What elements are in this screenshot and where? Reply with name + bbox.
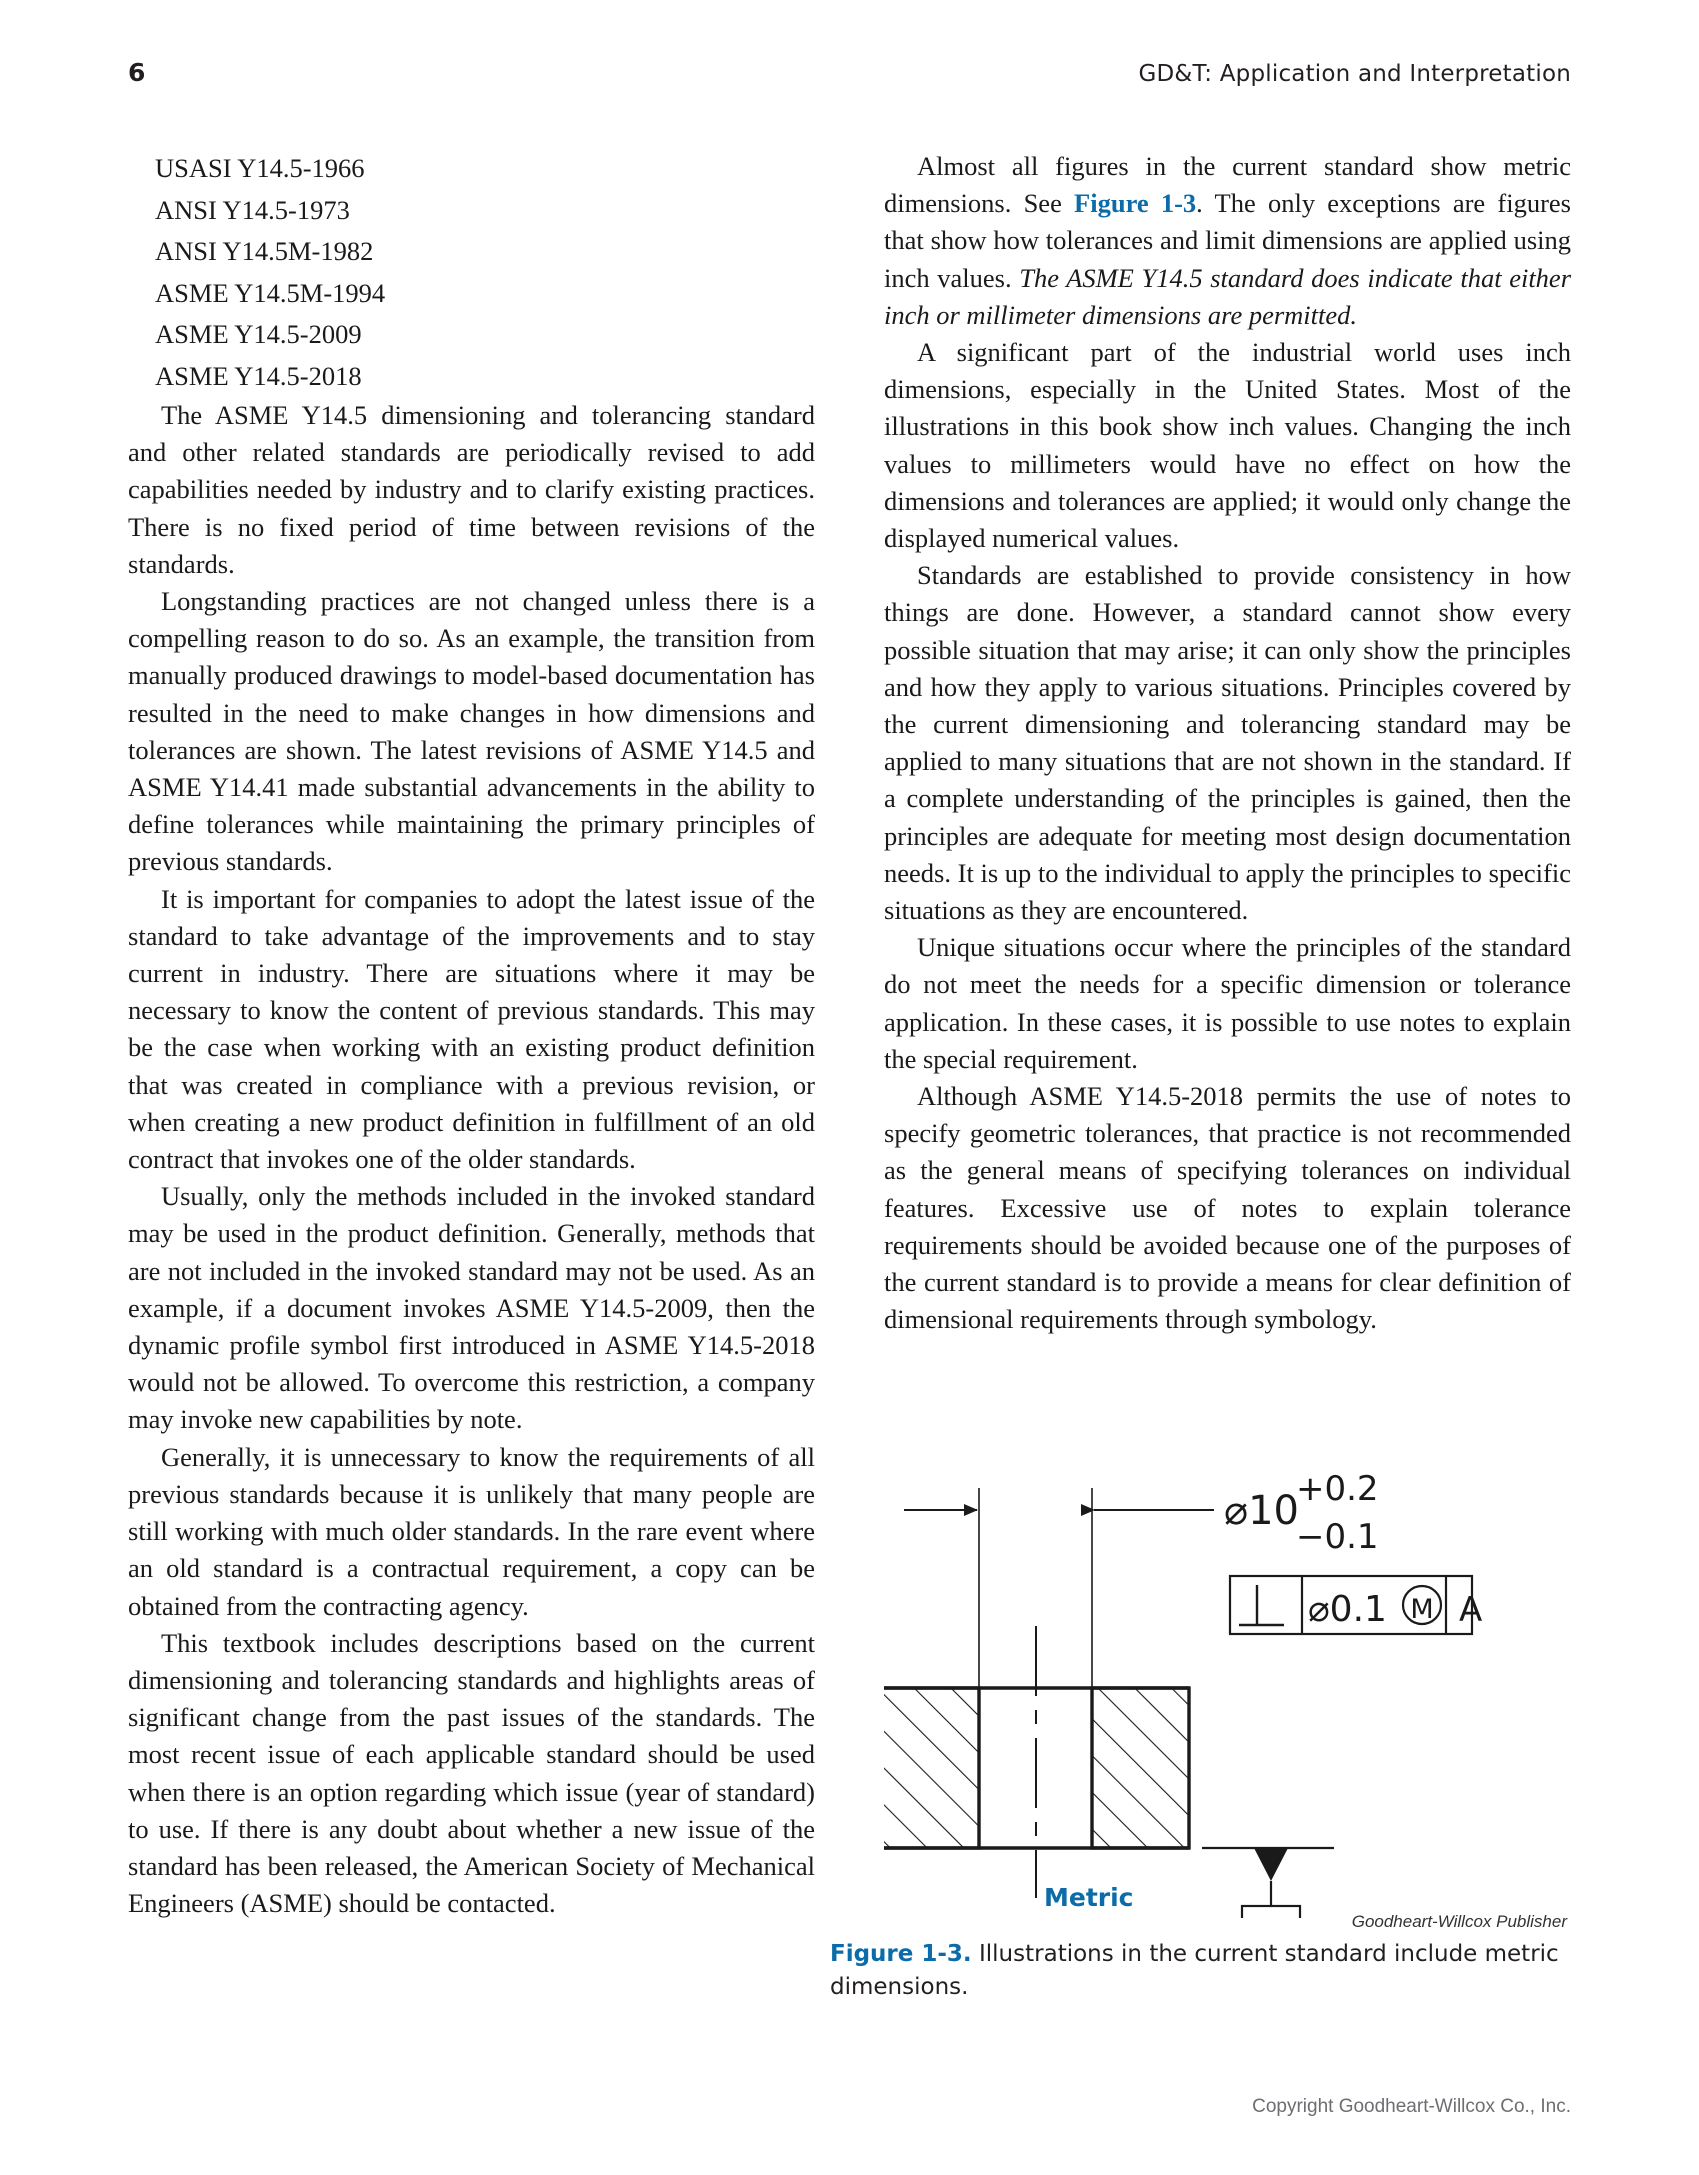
- figure-caption: [830, 1938, 1570, 2004]
- paragraph: Longstanding practices are not changed unless there is a compelling reason to do so. As an example, the transition from manually produced drawings to model-based documentation has resulted in the need to make changes in how dimensions and tolerances are shown. The latest revisions of ASME Y14.5 and ASME Y14.41 made substantial advancements in the ability to define tolerances while maintaining the primary principles of previous standards.: [128, 586, 815, 877]
- paragraph: Usually, only the methods included in the invoked standard may be used in the product definition. Generally, methods that are not included in the invoked standard may not be used. As an example, if a document invokes ASME Y14.5-2009, then the dynamic profile symbol first introduced in ASME Y14.5-2018 would not be allowed. To overcome this restriction, a company may invoke new capabilities by note.: [128, 1181, 815, 1435]
- datum-label-text: [1259, 1915, 1282, 1918]
- figure-caption-number: Figure 1-3.: [830, 1941, 972, 1967]
- paragraph: Unique situations occur where the principles of the standard do not meet the needs for a specific dimension or tolerance application. In these cases, it is possible to use notes to explain the special requirement.: [884, 932, 1571, 1074]
- hatched-block-right: [1092, 1688, 1189, 1848]
- left-column: [128, 148, 815, 1922]
- technical-drawing: [884, 1438, 1571, 1918]
- upper-tolerance-text: +0.2: [1296, 1469, 1379, 1509]
- paragraph: Standards are established to provide consistency in how things are done. However, a standard cannot show every possible situation that may arise; it can only show the principles and how they apply to various situations. Principles covered by the current dimensioning and tolerancing standard may be applied to many situations that are not shown in the standard. If a complete understanding of the principles is gained, then the principles are adequate for meeting most design documentation needs. It is up to the individual to apply the principles to specific situations as they are encountered.: [884, 560, 1571, 926]
- paragraph: The ASME Y14.5 dimensioning and tolerancing standard and other related standards are periodically revised to add capabilities needed by industry and to clarify existing practices. There is no fixed period of time between revisions of the standards.: [128, 400, 815, 579]
- list-item: ANSI Y14.5-1973: [155, 194, 350, 225]
- feature-control-frame: [1230, 1576, 1482, 1634]
- paragraph: It is important for companies to adopt the latest issue of the standard to take advantage of the improvements and to stay current in industry. There are situations where it may be necessary to know the content of previous standards. This may be the case when working with an existing product definition that was created in compliance with a previous revision, or when creating a new product definition in fulfillment of an old contract that invokes one of the older standards.: [128, 883, 815, 1175]
- paragraph: Generally, it is unnecessary to know the requirements of all previous standards because it is unlikely that many people are still working with much older standards. In the rare event where an old standard is a contractual requirement, a copy can be obtained from the contracting agency.: [128, 1441, 815, 1621]
- figure-cross-reference-link[interactable]: Figure 1-3: [1074, 188, 1197, 219]
- paragraph: This textbook includes descriptions based on the current dimensioning and tolerancing standards and highlights areas of significant change from the past issues of the standards. The most recent issue of each applicable standard should be used when there is an option regarding which issue (year of standard) to use. If there is any doubt about whether a new issue of the standard has been released, the American Society of Mechanical Engineers (ASME) should be contacted.: [128, 1627, 815, 1919]
- paragraph-text-b: . The only exceptions are figures that show how tolerances and limit dimensions are applied using inch values.: [884, 188, 1571, 293]
- footer-copyright: Copyright Goodheart-Willcox Co., Inc.: [1252, 2096, 1571, 2117]
- paragraph-text-italic: The ASME Y14.5 standard does indicate that either inch or millimeter dimensions are permitted.: [884, 262, 1572, 330]
- figure-caption-text: Illustrations in the current standard include metric dimensions.: [830, 1941, 1559, 2000]
- paragraph-with-figure-link: [884, 148, 1571, 334]
- datum-feature-symbol: [1202, 1848, 1334, 1918]
- paragraph: A significant part of the industrial world uses inch dimensions, especially in the United States. Most of the illustrations in this book show inch values. Changing the inch values to millimeters would have no effect on how the dimensions and tolerances are applied; it would only change the displayed numerical values.: [884, 337, 1571, 554]
- standards-list: [128, 148, 815, 397]
- tolerance-value-text: ⌀0.1: [1308, 1589, 1387, 1630]
- running-head-title: GD&T: Application and Interpretation: [1138, 61, 1571, 87]
- mmc-modifier-symbol: [1403, 1586, 1441, 1625]
- list-item: USASI Y14.5-1966: [155, 153, 365, 183]
- mmc-letter: M: [1410, 1594, 1434, 1625]
- paragraph: Although ASME Y14.5-2018 permits the use of notes to specify geometric tolerances, that practice is not recommended as the general means of specifying tolerances on individual features. Excessive use of notes to explain tolerance requirements should be avoided because one of the purposes of the current standard is to provide a means for clear definition of dimensional requirements through symbology.: [884, 1081, 1571, 1335]
- paragraph-text-a: Almost all figures in the current standard show metric dimensions. See: [884, 151, 1571, 219]
- lower-tolerance-text: −0.1: [1296, 1517, 1379, 1557]
- list-item: ANSI Y14.5M-1982: [155, 236, 374, 266]
- figure-credit: Goodheart-Willcox Publisher: [1351, 1912, 1567, 1931]
- figure-1-3: [830, 1438, 1571, 2004]
- list-item: ASME Y14.5M-1994: [155, 277, 386, 308]
- datum-reference-letter: A: [1459, 1590, 1483, 1630]
- metric-unit-label: Metric: [1044, 1883, 1134, 1912]
- running-head: [128, 58, 1571, 92]
- list-item: ASME Y14.5-2018: [155, 360, 362, 391]
- diameter-dimension-text: ⌀10: [1224, 1488, 1299, 1534]
- engineering-drawing-svg: [884, 1438, 1571, 1918]
- page-number: 6: [128, 58, 145, 87]
- perpendicularity-symbol: [1239, 1585, 1284, 1625]
- hatched-block-left: [884, 1688, 979, 1848]
- datum-triangle: [1254, 1848, 1288, 1881]
- list-item: ASME Y14.5-2009: [155, 319, 362, 349]
